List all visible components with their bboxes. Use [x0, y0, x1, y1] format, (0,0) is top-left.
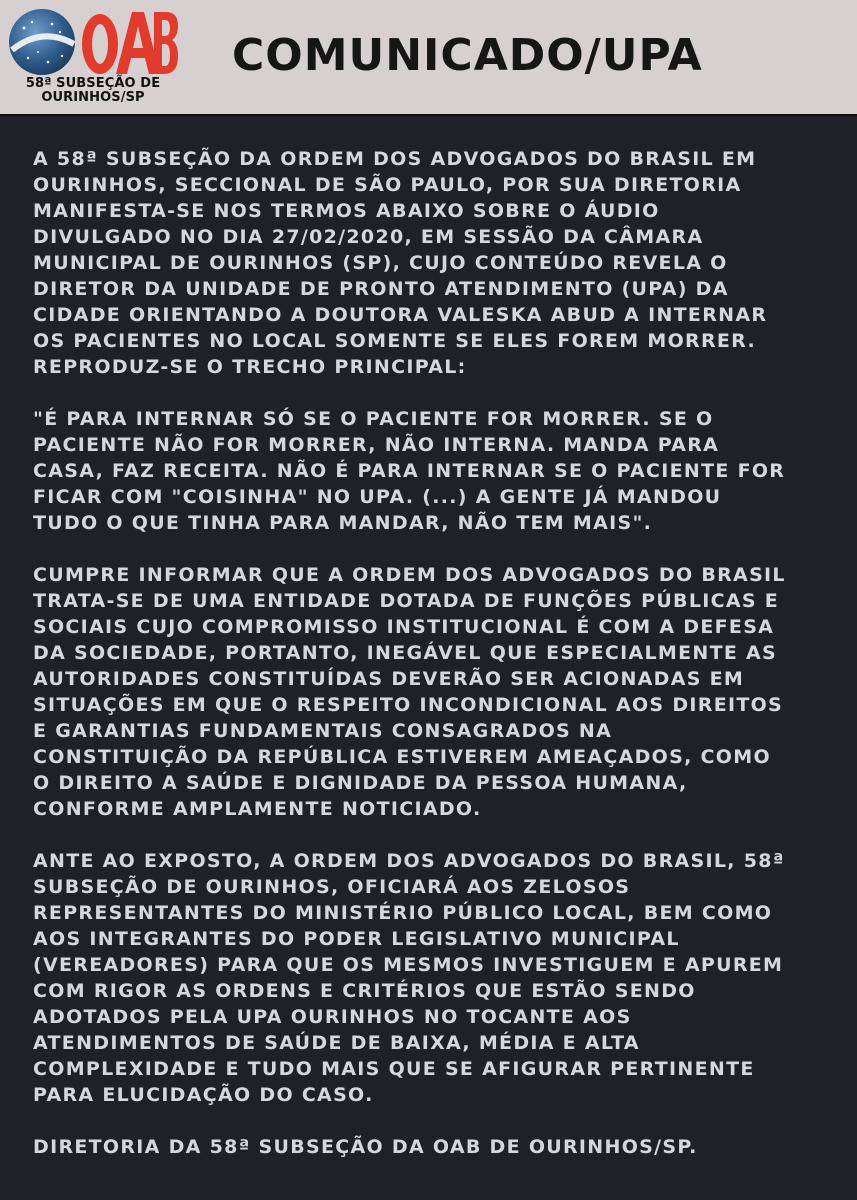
logo-caption — [8, 77, 178, 105]
oab-logo — [8, 6, 178, 110]
oab-globe-logo-icon — [8, 6, 178, 84]
paragraph-quote: "É PARA INTERNAR SÓ SE O PACIENTE FOR MORRER. SE O PACIENTE NÃO FOR MORRER, NÃO INTERNA. MANDA PARA CASA, FAZ RECEITA. NÃO É PARA INTERNAR SE O PACIENTE FOR FICAR COM "COISINHA" NO UPA. (...) A GENTE JÁ MANDOU TUDO O QUE TINHA PARA MANDAR, NÃO TEM MAIS". — [33, 408, 786, 534]
paragraph-intro: A 58ª SUBSEÇÃO DA ORDEM DOS ADVOGADOS DO BRASIL EM OURINHOS, SECCIONAL DE SÃO PAULO, POR SUA DIRETORIA MANIFESTA-SE NOS TERMOS ABAIXO SOBRE O ÁUDIO DIVULGADO NO DIA 27/02/2020, EM SESSÃO DA CÂMARA MUNICIPAL DE OURINHOS (SP), CUJO CONTEÚDO REVELA O DIRETOR DA UNIDADE DE PRONTO ATENDIMENTO (UPA) DA CIDADE ORIENTANDO A DOUTORA VALESKA ABUD A INTERNAR OS PACIENTES NO LOCAL SOMENTE SE ELES FOREM MORRER. REPRODUZ-SE O TRECHO PRINCIPAL: — [33, 148, 768, 378]
logo-caption-line2: OURINHOS/SP — [41, 90, 145, 105]
paragraph-actions: ANTE AO EXPOSTO, A ORDEM DOS ADVOGADOS DO BRASIL, 58ª SUBSEÇÃO DE OURINHOS, OFICIARÁ AOS ZELOSOS REPRESENTANTES DO MINISTÉRIO PÚBLICO LOCAL, BEM COMO AOS INTEGRANTES DO PODER LEGISLATIVO MUNICIPAL (VEREADORES) PARA QUE OS MESMOS INVESTIGUEM E APUREM COM RIGOR AS ORDENS E CRITÉRIOS QUE ESTÃO SENDO ADOTADOS PELA UPA OURINHOS NO TOCANTE AOS ATENDIMENTOS DE SAÚDE DE BAIXA, MÉDIA E ALTA COMPLEXIDADE E TUDO MAIS QUE SE AFIGURAR PERTINENTE PARA ELUCIDAÇÃO DO CASO. — [33, 850, 785, 1106]
page-title: COMUNICADO/UPA — [232, 30, 703, 81]
header-banner — [0, 0, 857, 116]
logo-caption-line1: 58ª SUBSEÇÃO DE — [25, 76, 161, 91]
statement-body — [33, 146, 833, 1186]
paragraph-signature: DIRETORIA DA 58ª SUBSEÇÃO DA OAB DE OURINHOS/SP. — [33, 1136, 698, 1158]
paragraph-oab-role: CUMPRE INFORMAR QUE A ORDEM DOS ADVOGADOS DO BRASIL TRATA-SE DE UMA ENTIDADE DOTADA DE FUNÇÕES PÚBLICAS E SOCIAIS CUJO COMPROMISSO INSTITUCIONAL É COM A DEFESA DA SOCIEDADE, PORTANTO, INEGÁVEL QUE ESPECIALMENTE AS AUTORIDADES CONSTITUÍDAS DEVERÃO SER ACIONADAS EM SITUAÇÕES EM QUE O RESPEITO INCONDICIONAL AOS DIREITOS E GARANTIAS FUNDAMENTAIS CONSAGRADOS NA CONSTITUIÇÃO DA REPÚBLICA ESTIVEREM AMEAÇADOS, COMO O DIREITO A SAÚDE E DIGNIDADE DA PESSOA HUMANA, CONFORME AMPLAMENTE NOTICIADO. — [33, 564, 786, 820]
